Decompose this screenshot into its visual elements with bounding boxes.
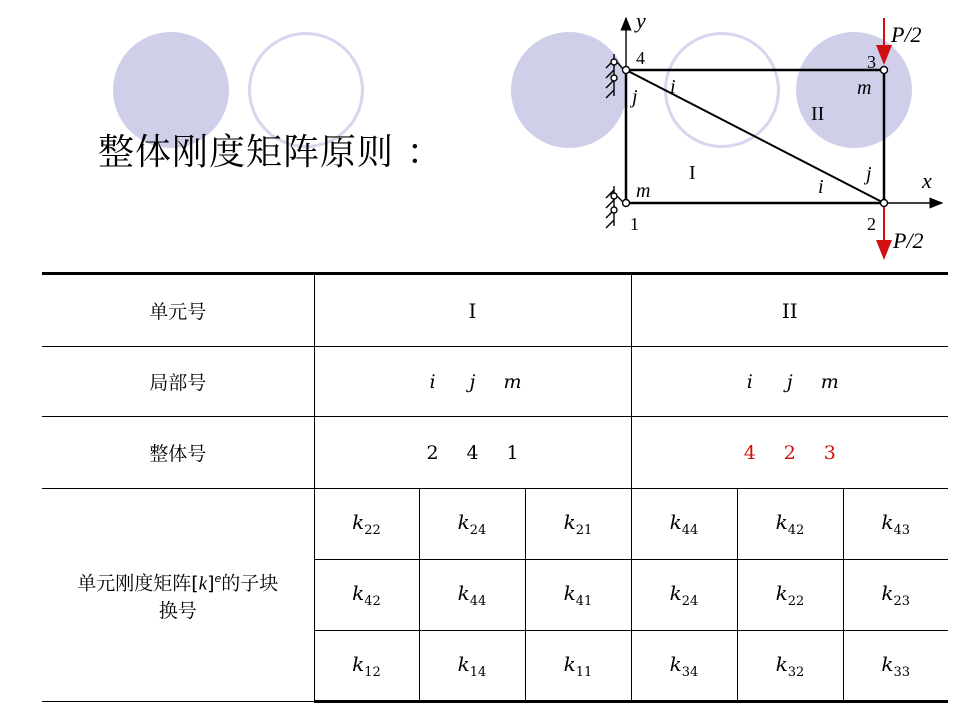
row-label-submatrix: 单元刚度矩阵$[k]^e$的子块 换号 [42, 489, 314, 702]
local-numbers-e2: i j m [631, 347, 948, 417]
node-label-4: 4 [636, 48, 645, 68]
submatrix-cell: $k_{22}$ [314, 489, 419, 560]
submatrix-cell: $k_{24}$ [419, 489, 525, 560]
element-II-header: II [631, 274, 948, 347]
local-label-i-top: i [670, 76, 676, 98]
submatrix-cell: $k_{33}$ [843, 631, 948, 702]
row-global-number [42, 417, 948, 489]
axis-x-label: x [922, 168, 932, 193]
member-diagonal [626, 70, 884, 203]
element-label-II: II [811, 103, 825, 125]
node-1 [623, 200, 630, 207]
node-label-3: 3 [867, 52, 876, 72]
row-label-global: 整体号 [42, 417, 314, 489]
submatrix-cell: $k_{22}$ [737, 560, 843, 631]
submatrix-cell: $k_{23}$ [843, 560, 948, 631]
local-numbers-e1: i j m [314, 347, 631, 417]
submatrix-cell: $k_{42}$ [314, 560, 419, 631]
local-label-m-bottom: m [636, 180, 651, 202]
local-label-j-left: j [632, 86, 638, 108]
row-label-unit: 单元号 [42, 274, 314, 347]
submatrix-cell: $k_{42}$ [737, 489, 843, 560]
local-label-i-right: i [818, 176, 824, 198]
row-label-local: 局部号 [42, 347, 314, 417]
local-label-j-right: j [866, 163, 872, 185]
load-label-top: P/2 [891, 22, 922, 47]
submatrix-cell: $k_{11}$ [525, 631, 631, 702]
support-top [606, 54, 623, 98]
global-numbers-e2: 4 2 3 [631, 417, 948, 489]
submatrix-cell: $k_{43}$ [843, 489, 948, 560]
element-label-I: I [689, 162, 696, 184]
node-4 [623, 67, 630, 74]
submatrix-cell: $k_{44}$ [631, 489, 737, 560]
row-local-number [42, 347, 948, 417]
row-element-number [42, 274, 948, 347]
node-label-2: 2 [867, 214, 876, 234]
axis-y-label: y [636, 8, 646, 33]
node-label-1: 1 [630, 214, 639, 234]
global-numbers-e1: 2 4 1 [314, 417, 631, 489]
submatrix-cell: $k_{41}$ [525, 560, 631, 631]
local-label-m-top: m [857, 77, 872, 99]
submatrix-cell: $k_{32}$ [737, 631, 843, 702]
submatrix-row-1 [42, 489, 948, 560]
support-bottom [606, 186, 623, 228]
node-3 [881, 67, 888, 74]
node-2 [881, 200, 888, 207]
assembly-table [42, 272, 948, 703]
submatrix-cell: $k_{14}$ [419, 631, 525, 702]
submatrix-cell: $k_{24}$ [631, 560, 737, 631]
submatrix-cell: $k_{12}$ [314, 631, 419, 702]
element-I-header: I [314, 274, 631, 347]
structure-diagram [590, 8, 960, 270]
load-label-bottom: P/2 [893, 228, 924, 253]
submatrix-cell: $k_{44}$ [419, 560, 525, 631]
submatrix-cell: $k_{21}$ [525, 489, 631, 560]
page-title: 整体刚度矩阵原则 ： [98, 132, 444, 173]
submatrix-cell: $k_{34}$ [631, 631, 737, 702]
